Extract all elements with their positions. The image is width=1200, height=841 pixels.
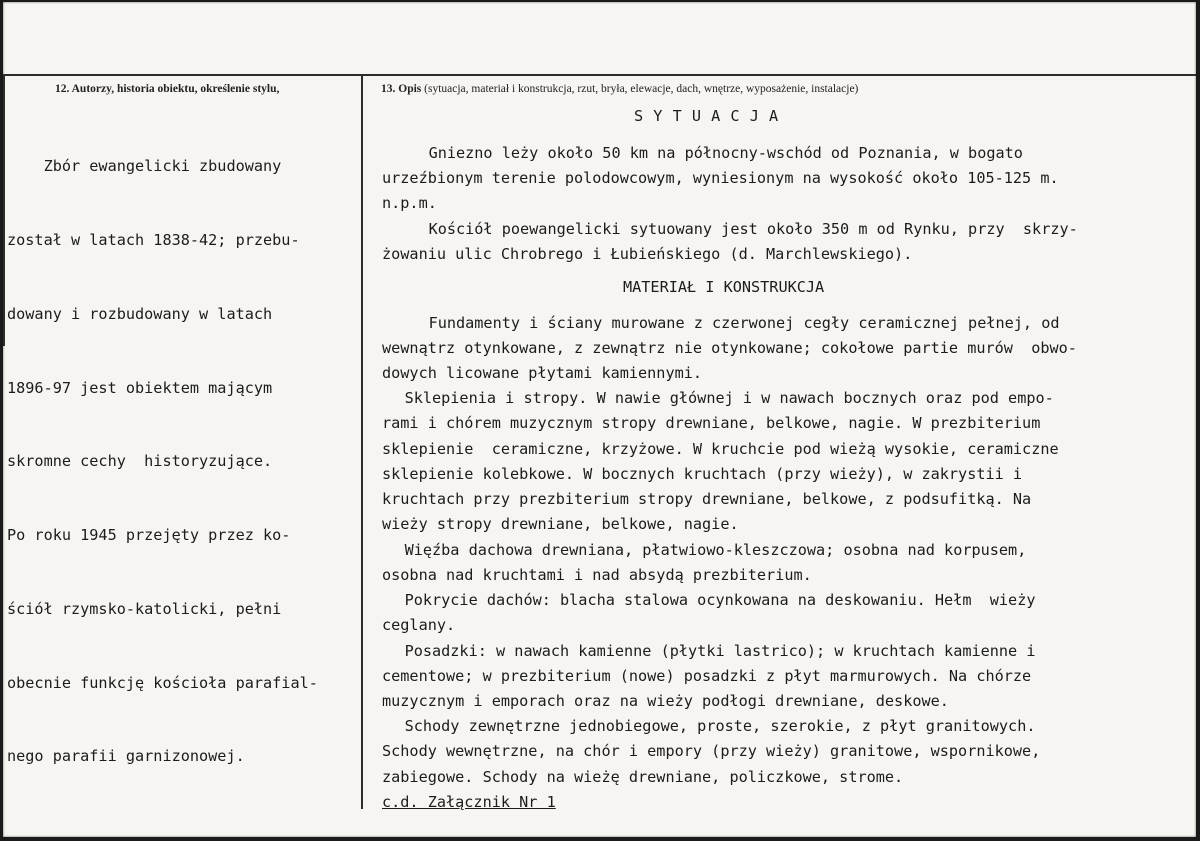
footer-note: c.d. Załącznik Nr 1 (382, 793, 556, 811)
text-line: kruchtach przy prezbiterium stropy drewniane, belkowe, z podsufitką. Na (382, 490, 1032, 508)
text-line: Zbór ewangelicki zbudowany (7, 157, 282, 176)
text-line: 1896-97 jest obiektem mającym (7, 378, 273, 397)
text-line: Po roku 1945 przejęty przez ko- (7, 526, 291, 545)
text-line: dowany i rozbudowany w latach (7, 304, 273, 323)
text-line: Kościół poewangelicki sytuowany jest około 350 m od Rynku, przy skrzy- (392, 220, 1078, 238)
text-line: ceglany. (382, 616, 456, 634)
section-13-header-bold: 13. Opis (381, 83, 422, 95)
text-line: Gniezno leży około 50 km na północny-wschód od Poznania, w bogato (392, 144, 1023, 162)
text-line: Schody wewnętrzne, na chór i empory (przy wieży) granitowe, wspornikowe, (382, 742, 1041, 760)
text-line: wewnątrz otynkowane, z zewnątrz nie otynkowane; cokołowe partie murów obwo- (382, 339, 1077, 357)
text-line: Sklepienia i stropy. W nawie głównej i w nawach bocznych oraz pod empo- (368, 389, 1054, 407)
heading-sytuacja: S Y T U A C J A (634, 107, 779, 125)
text-line: zabiegowe. Schody na wieżę drewniane, policzkowe, strome. (382, 768, 904, 786)
text-line: urzeźbionym terenie polodowcowym, wyniesionym na wysokość około 105-125 m. (382, 169, 1059, 187)
text-line: ściół rzymsko-katolicki, pełni (7, 599, 282, 618)
header-rule (3, 74, 1196, 76)
section-12-header (55, 83, 279, 95)
heading-material: MATERIAŁ I KONSTRUKCJA (623, 278, 825, 296)
section-13-header-rest: (sytuacja, materiał i konstrukcja, rzut, bryła, elewacje, dach, wnętrze, wyposażenie, instalacje) (421, 83, 859, 95)
text-line: sklepienie kolebkowe. W bocznych kruchtach (przy wieży), w zakrystii i (382, 465, 1023, 483)
text-line: skromne cechy historyzujące. (7, 452, 273, 471)
text-line: Więźba dachowa drewniana, płatwiowo-kleszczowa; osobna nad korpusem, (368, 541, 1027, 559)
text-line: muzycznym i emporach oraz na wieży podłogi drewniane, deskowe. (382, 692, 949, 710)
text-line: Posadzki: w nawach kamienne (płytki lastrico); w kruchtach kamienne i (368, 642, 1036, 660)
text-line: n.p.m. (382, 194, 437, 212)
text-line: dowych licowane płytami kamiennymi. (382, 364, 703, 382)
text-line: sklepienie ceramiczne, krzyżowe. W kruchcie pod wieżą wysokie, ceramiczne (382, 440, 1059, 458)
text-line: rami i chórem muzycznym stropy drewniane, belkowe, nagie. W prezbiterium (382, 414, 1041, 432)
section-12-header-text: 12. Autorzy, historia obiektu, określenie stylu, (55, 83, 280, 95)
text-line: Pokrycie dachów: blacha stalowa ocynkowana na deskowaniu. Hełm wieży (368, 591, 1036, 609)
column-divider (361, 74, 363, 809)
section-13-header (381, 83, 858, 95)
text-line: Fundamenty i ściany murowane z czerwonej cegły ceramicznej pełnej, od (392, 314, 1060, 332)
section-12-body (7, 105, 357, 818)
text-line: obecnie funkcję kościoła parafial- (7, 673, 318, 692)
document-page (3, 2, 1196, 837)
text-line: Schody zewnętrzne jednobiegowe, proste, szerokie, z płyt granitowych. (368, 717, 1036, 735)
text-line: wieży stropy drewniane, belkowe, nagie. (382, 515, 739, 533)
text-line: cementowe; w prezbiterium (nowe) posadzki z płyt marmurowych. Na chórze (382, 667, 1032, 685)
text-line: osobna nad kruchtami i nad absydą prezbiterium. (382, 566, 812, 584)
text-line: żowaniu ulic Chrobrego i Łubieńskiego (d. Marchlewskiego). (382, 245, 913, 263)
text-line: nego parafii garnizonowej. (7, 747, 245, 766)
left-border (3, 74, 5, 346)
text-line: został w latach 1838-42; przebu- (7, 230, 300, 249)
